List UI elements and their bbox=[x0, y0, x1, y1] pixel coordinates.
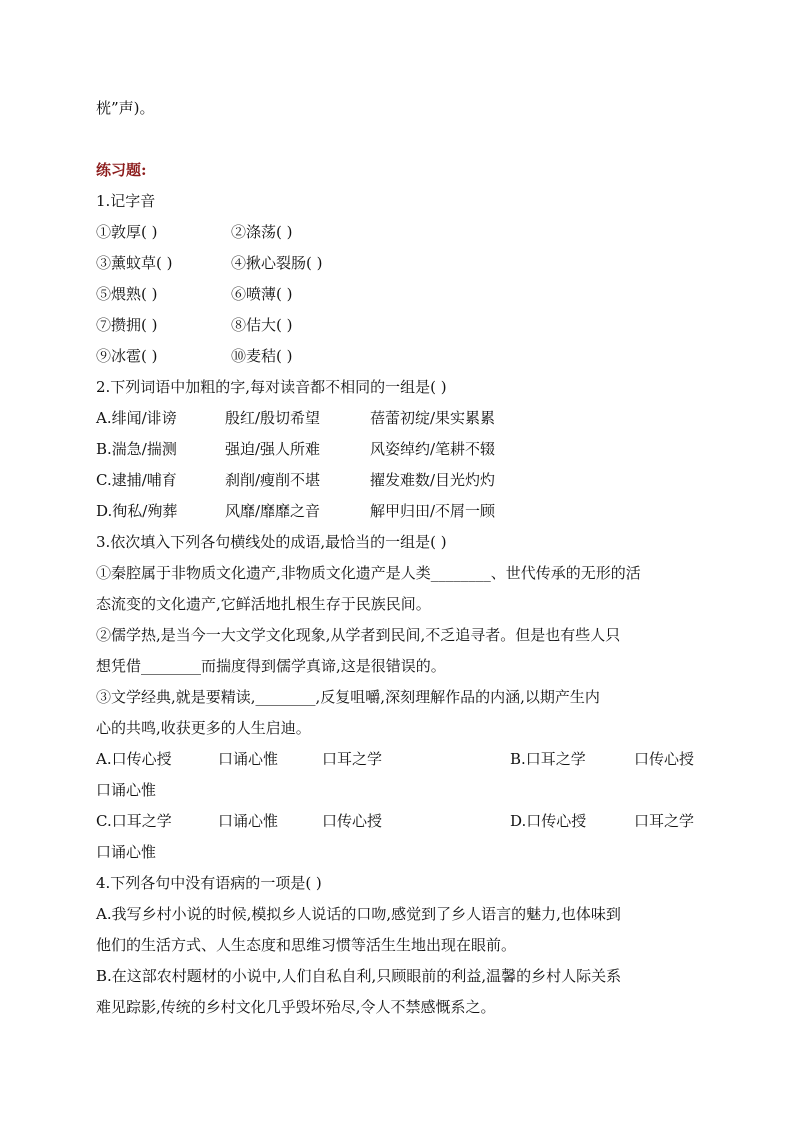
q2-option-part: 蓓蕾初绽/果实累累 bbox=[370, 409, 496, 427]
intro-tail: 桄”声)。 bbox=[96, 99, 155, 117]
q2-option-part: 强迫/强人所难 bbox=[225, 440, 321, 458]
q3-option-part: A.口传心授 bbox=[96, 750, 172, 768]
q3-text-line: 想凭借________而揣度得到儒学真谛,这是很错误的。 bbox=[96, 657, 446, 675]
q2-option-part: 擢发难数/目光灼灼 bbox=[370, 471, 496, 489]
q3-text-line: 态流变的文化遗产,它鲜活地扎根生存于民族民间。 bbox=[96, 595, 431, 613]
q1-item: ⑦攒拥( ) bbox=[96, 316, 158, 334]
q3-text-line: 心的共鸣,收获更多的人生启迪。 bbox=[96, 719, 311, 737]
q1-item: ⑥喷薄( ) bbox=[231, 285, 293, 303]
q3-option-part: 口传心授 bbox=[634, 750, 695, 768]
q1-title: 1.记字音 bbox=[96, 192, 156, 210]
q3-option-part: 口诵心惟 bbox=[96, 843, 157, 861]
q1-item: ⑧佶大( ) bbox=[231, 316, 293, 334]
q4-text-line: B.在这部农村题材的小说中,人们自私自利,只顾眼前的利益,温馨的乡村人际关系 bbox=[96, 967, 622, 985]
q2-option-part: 风靡/靡靡之音 bbox=[225, 502, 321, 520]
q3-text-line: ②儒学热,是当今一大文学文化现象,从学者到民间,不乏追寻者。但是也有些人只 bbox=[96, 626, 621, 644]
q3-text-line: ③文学经典,就是要精读,________,反复咀嚼,深刻理解作品的内涵,以期产生内 bbox=[96, 688, 600, 706]
q2-option-part: 风姿绰约/笔耕不辍 bbox=[370, 440, 496, 458]
q1-item: ③薰蚊草( ) bbox=[96, 254, 173, 272]
q3-text-line: ①秦腔属于非物质文化遗产,非物质文化遗产是人类________、世代传承的无形的活 bbox=[96, 564, 641, 582]
q2-option-part: B.湍急/揣测 bbox=[96, 440, 177, 458]
q1-item: ②涤荡( ) bbox=[231, 223, 293, 241]
q2-option-part: A.绯闻/诽谤 bbox=[96, 409, 177, 427]
q2-option-part: C.逮捕/哺育 bbox=[96, 471, 177, 489]
q3-option-part: 口诵心惟 bbox=[96, 781, 157, 799]
q4-text-line: 难见踪影,传统的乡村文化几乎毁坏殆尽,令人不禁感慨系之。 bbox=[96, 998, 496, 1016]
q1-item: ④揪心裂肠( ) bbox=[231, 254, 323, 272]
q2-option-part: D.徇私/殉葬 bbox=[96, 502, 178, 520]
q4-text-line: A.我写乡村小说的时候,模拟乡人说话的口吻,感觉到了乡人语言的魅力,也体味到 bbox=[96, 905, 621, 923]
q3-option-part: 口耳之学 bbox=[322, 750, 383, 768]
q3-option-part: B.口耳之学 bbox=[510, 750, 586, 768]
q3-title: 3.依次填入下列各句横线处的成语,最恰当的一组是( ) bbox=[96, 533, 447, 551]
q2-option-part: 解甲归田/不屑一顾 bbox=[370, 502, 496, 520]
q3-option-part: 口诵心惟 bbox=[218, 812, 279, 830]
q1-item: ①敦厚( ) bbox=[96, 223, 158, 241]
q1-item: ⑩麦秸( ) bbox=[231, 347, 293, 365]
q4-title: 4.下列各句中没有语病的一项是( ) bbox=[96, 874, 322, 892]
q3-option-part: 口传心授 bbox=[322, 812, 383, 830]
q1-item: ⑤煨熟( ) bbox=[96, 285, 158, 303]
q3-option-part: 口耳之学 bbox=[634, 812, 695, 830]
exercise-heading: 练习题: bbox=[96, 161, 147, 179]
q3-option-part: 口诵心惟 bbox=[218, 750, 279, 768]
q2-option-part: 刹削/瘦削不堪 bbox=[225, 471, 321, 489]
q3-option-part: D.口传心授 bbox=[510, 812, 587, 830]
q3-option-part: C.口耳之学 bbox=[96, 812, 172, 830]
q1-item: ⑨冰雹( ) bbox=[96, 347, 158, 365]
q4-text-line: 他们的生活方式、人生态度和思维习惯等活生生地出现在眼前。 bbox=[96, 936, 517, 954]
q2-option-part: 殷红/殷切希望 bbox=[225, 409, 321, 427]
q2-title: 2.下列词语中加粗的字,每对读音都不相同的一组是( ) bbox=[96, 378, 447, 396]
